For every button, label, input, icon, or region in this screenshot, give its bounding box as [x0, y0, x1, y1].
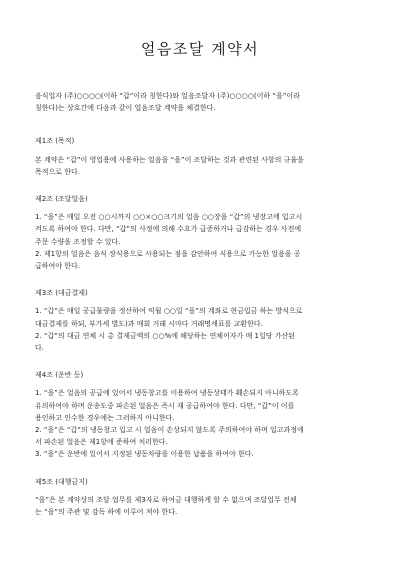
article-line: 주문 수량을 조정할 수 있다. — [35, 237, 121, 246]
article-line: 1. “을”은 매일 오전 ○○시까지 ○○×○○크기의 얼음 ○○장을 “갑”의 냉장고에 입고시 — [35, 213, 303, 222]
article-heading: 제2조 (조달얼음) — [35, 195, 88, 204]
article-line: 대금결제를 하되, 부가세 별도)과 매회 거래 시마다 거래명세표를 교환한다. — [35, 319, 263, 328]
intro-line: 칭한다)는 상호간에 다음과 같이 얼음조달 계약을 체결한다. — [35, 104, 216, 113]
article-4 — [35, 369, 375, 460]
article-line: 급하여야 한다. — [35, 262, 81, 271]
article-line: “을”은 본 계약상의 조달 업무를 제3자로 하여금 대행하게 할 수 없으며 조달업무 전체 — [35, 495, 297, 504]
article-2 — [35, 193, 375, 272]
article-5 — [35, 476, 375, 519]
article-line: 용인하고 인수한 경우에는 그러하지 아니한다. — [35, 413, 175, 422]
intro-paragraph — [35, 90, 375, 114]
article-heading: 제5조 (대행금지) — [35, 477, 88, 486]
article-line: 는 “을”의 주관 및 감독 하에 이루어 져야 한다. — [35, 508, 178, 517]
article-heading: 제1조 (목적) — [35, 137, 75, 146]
article-line: 켜도록 하여야 한다. 다만, “갑”의 사정에 의해 수요가 급증하거나 급감하는 경우 사전에 — [35, 225, 302, 234]
article-1 — [35, 135, 375, 178]
document-title: 얼음조달 계약서 — [140, 40, 260, 58]
article-line: 유의하여야 하며 운송도중 파손된 얼음은 즉시 재 공급하여야 한다. 다만, “갑”이 이를 — [35, 401, 295, 410]
article-line: 목적으로 한다. — [35, 167, 81, 176]
document-body — [35, 90, 375, 518]
article-line: 1. “을”은 얼음의 공급에 있어서 냉동창고를 이용하여 냉동상태가 훼손되지 아니하도록 — [35, 389, 299, 398]
intro-line: 음식업자 (주)○○○○(이하 “갑”이라 칭한다)와 얼음조달자 (주)○○○○(이하 “을”이라 — [35, 92, 300, 100]
article-line: 1. “갑”은 매일 공급물량을 정산하여 익월 ○○일 “을”의 계좌로 현금입금 하는 방식으로 — [35, 307, 303, 316]
article-line: 본 계약은 “갑”이 영업용에 사용하는 얼음을 “을”이 조달하는 것과 관련된 사항의 규율을 — [35, 155, 304, 164]
article-heading: 제3조 (대금결제) — [35, 289, 88, 298]
article-line: 서 파손된 얼음은 제1항에 준하여 처리한다. — [35, 438, 168, 447]
article-line: 2. 제1항의 얼음은 음식 장식용으로 사용되는 점을 감안하여 식용으로 가능한 얼음을 공 — [35, 249, 301, 258]
article-line: 2. “을”은 “갑”의 냉동창고 입고 시 얼음이 손상되지 않도록 주의하여야 하며 입고과정에 — [35, 426, 304, 435]
article-3 — [35, 287, 375, 354]
article-line: 다. — [35, 344, 44, 353]
article-heading: 제4조 (운반 등) — [35, 371, 84, 380]
article-line: 2. “갑”의 대금 연체 시 총 결제금액의 ○○%에 해당하는 연체이자가 매 1일당 가산된 — [35, 331, 296, 340]
article-line: 3. “을”은 운반에 있어서 지정된 냉동차량을 이용한 납품을 하여야 한다. — [35, 450, 254, 459]
